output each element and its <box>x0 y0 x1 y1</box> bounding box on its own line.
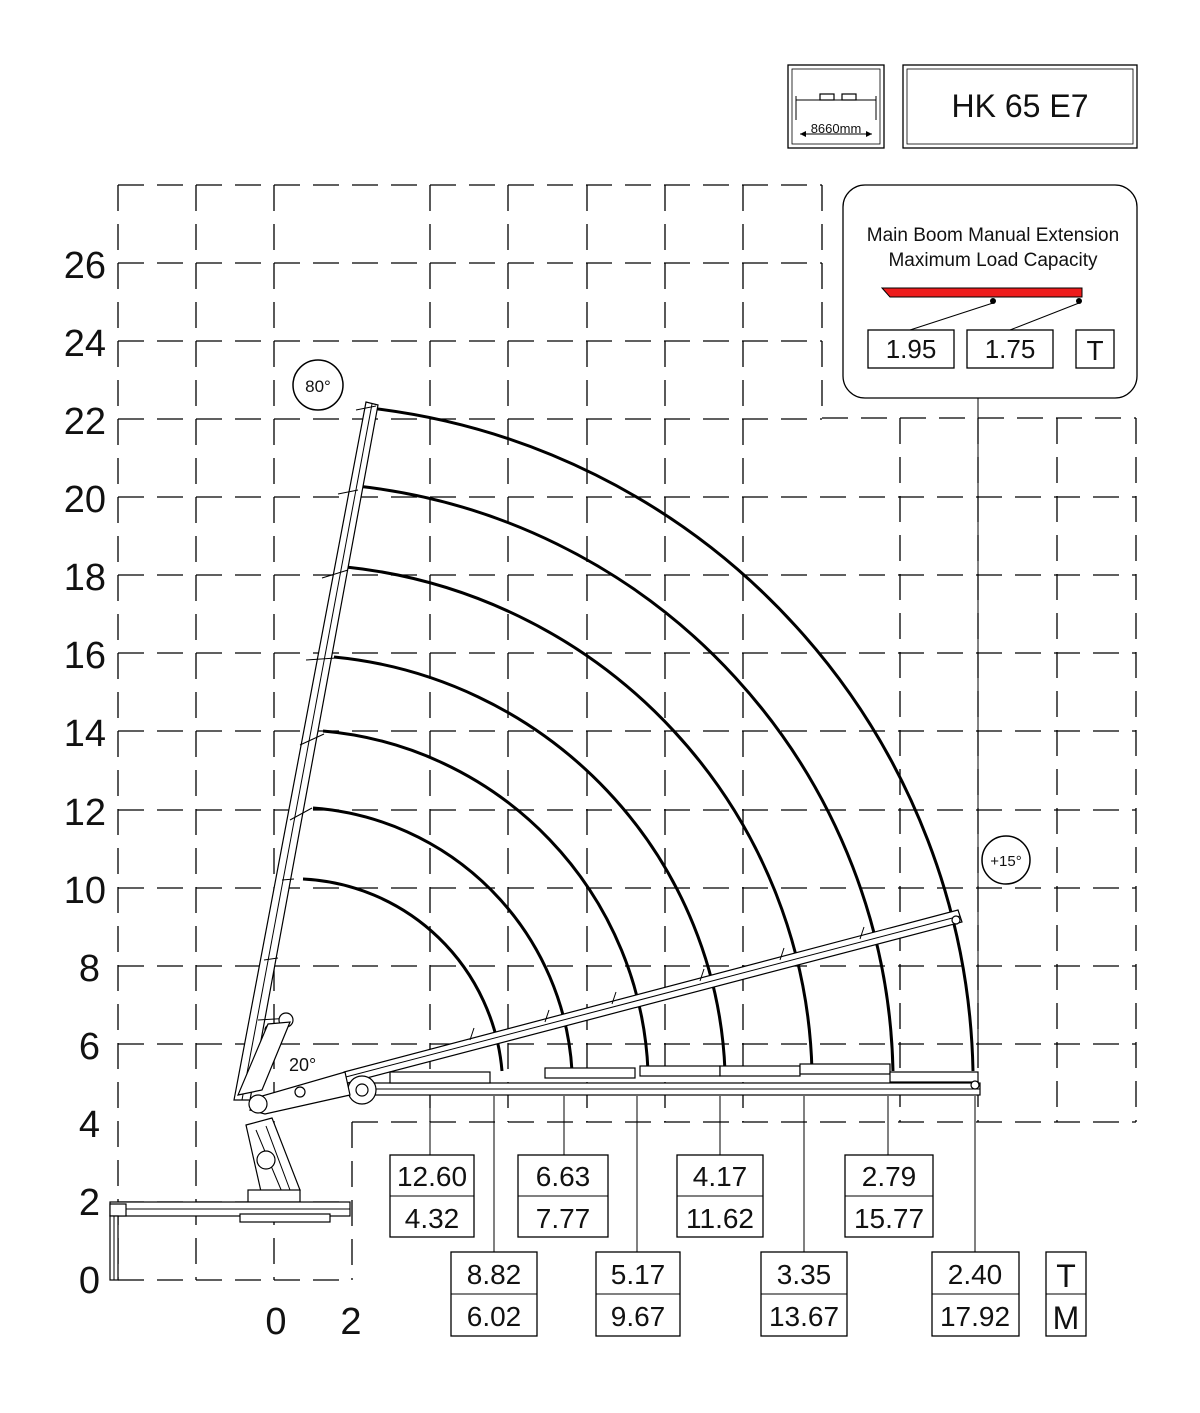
y-tick-26: 26 <box>63 245 106 287</box>
arc-6 <box>357 486 893 1071</box>
extension-panel <box>843 185 1137 398</box>
load-value: 3.35 <box>776 1259 832 1290</box>
extension-title-line2: Maximum Load Capacity <box>888 250 1098 271</box>
y-tick-10: 10 <box>63 870 106 912</box>
load-value: 5.17 <box>610 1259 666 1290</box>
reach-value: 4.32 <box>404 1203 460 1234</box>
value-box-7 <box>845 1155 933 1237</box>
angle-marker-80 <box>293 360 343 410</box>
value-box-2 <box>451 1252 537 1336</box>
extension-unit: T <box>1086 335 1104 366</box>
load-value: 6.63 <box>535 1161 591 1192</box>
leader-lines <box>430 398 978 1252</box>
x-tick-0: 0 <box>265 1301 287 1343</box>
load-value: 4.17 <box>692 1161 748 1192</box>
y-tick-24: 24 <box>63 323 106 365</box>
y-tick-20: 20 <box>63 479 106 521</box>
y-tick-4: 4 <box>78 1104 100 1146</box>
extension-capacity-2: 1.75 <box>984 334 1036 364</box>
reach-value: 9.67 <box>610 1301 666 1332</box>
y-tick-8: 8 <box>78 948 100 990</box>
model-box <box>903 65 1137 148</box>
angle-15-label: +15° <box>990 853 1022 870</box>
outrigger-span-label: 8660mm <box>810 121 862 136</box>
angle-80-label: 80° <box>305 377 331 396</box>
y-tick-12: 12 <box>63 792 106 834</box>
x-axis-labels <box>265 1301 361 1343</box>
reach-value: 13.67 <box>768 1301 840 1332</box>
model-name: HK 65 E7 <box>951 88 1089 124</box>
load-value: 8.82 <box>466 1259 522 1290</box>
outrigger-span-box <box>788 65 884 148</box>
boom-horizontal <box>345 1064 980 1104</box>
load-value: 12.60 <box>396 1161 468 1192</box>
load-value: 2.40 <box>947 1259 1003 1290</box>
y-tick-16: 16 <box>63 635 106 677</box>
boom-80-degrees <box>234 402 378 1100</box>
y-tick-22: 22 <box>63 401 106 443</box>
reach-value: 11.62 <box>686 1203 754 1234</box>
y-tick-6: 6 <box>78 1026 100 1068</box>
y-tick-2: 2 <box>78 1182 100 1224</box>
x-tick-2: 2 <box>340 1301 362 1343</box>
arc-5 <box>346 567 812 1071</box>
unit-box <box>1046 1252 1086 1336</box>
value-box-6 <box>761 1252 847 1336</box>
unit-reach: M <box>1052 1300 1080 1336</box>
load-value: 2.79 <box>861 1161 917 1192</box>
reach-value: 7.77 <box>535 1203 591 1234</box>
unit-load: T <box>1056 1258 1076 1294</box>
angle-20-label: 20° <box>289 1055 317 1075</box>
extension-boom-red <box>882 288 1082 297</box>
reach-value: 15.77 <box>853 1203 925 1234</box>
y-axis-labels <box>64 245 106 1302</box>
y-tick-18: 18 <box>63 557 106 599</box>
reach-value: 6.02 <box>466 1301 522 1332</box>
value-box-1 <box>390 1155 474 1237</box>
extension-capacity-1: 1.95 <box>885 334 937 364</box>
value-box-3 <box>518 1155 608 1237</box>
angle-marker-15 <box>982 836 1030 884</box>
arc-4 <box>334 657 725 1071</box>
capacity-arcs <box>303 408 973 1071</box>
value-box-4 <box>596 1252 680 1336</box>
value-box-8 <box>932 1252 1019 1336</box>
boom-15-degrees <box>340 910 962 1085</box>
value-box-5 <box>677 1155 763 1237</box>
reach-value: 17.92 <box>939 1301 1011 1332</box>
y-tick-14: 14 <box>63 713 106 755</box>
extension-title-line1: Main Boom Manual Extension <box>866 225 1120 246</box>
crane-column-and-base <box>110 1118 350 1280</box>
y-tick-0: 0 <box>78 1260 100 1302</box>
